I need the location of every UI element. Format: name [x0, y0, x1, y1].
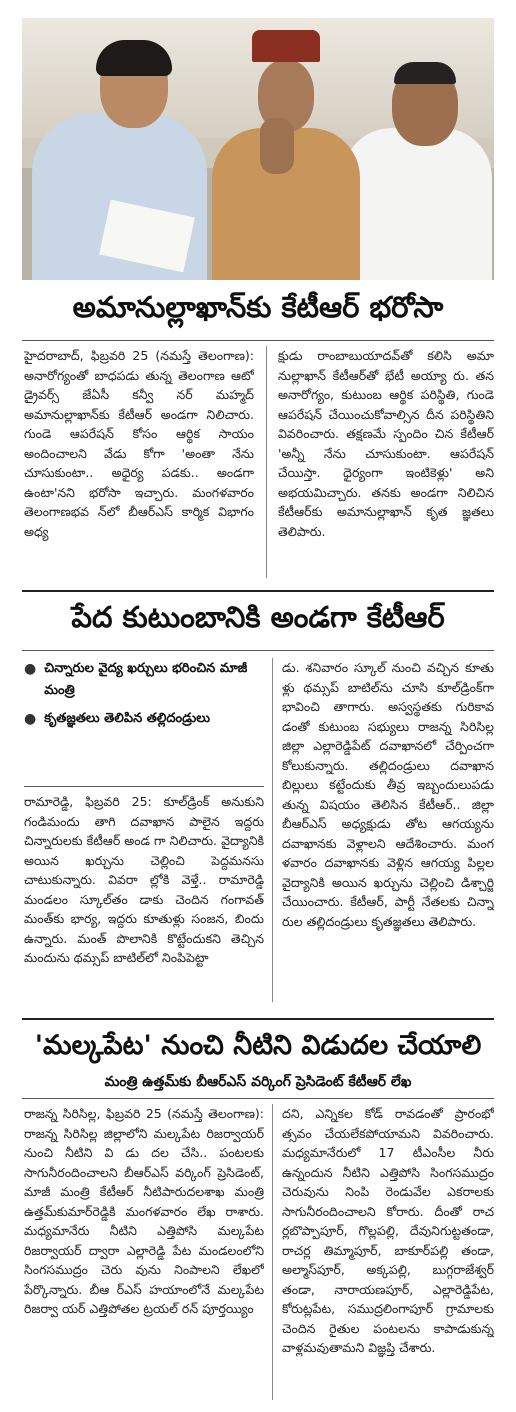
column-separator	[272, 658, 273, 1002]
story3-subhead: మంత్రి ఉత్తమ్‌కు బీఆర్ఎస్ వర్కింగ్ ప్రెసిడెంట్ కేటీఆర్ లేఖ	[104, 1074, 412, 1090]
story3-column-left	[24, 1104, 264, 1402]
highlights-divider	[24, 786, 264, 787]
story3-text-right: దని, ఎన్నికల కోడ్ రావడంతో ప్రారంభో త్సవం చేయలేకపోయామని వివరించారు. మధ్యమానేరులో 17 టీఎంసీల నీరు ఉన్నందున నీటిని ఎత్తిపోసి సింగసముద్రం చెరువును నింపి రెండువేల ఎకరాలకు సాగునీరందించాలని కోరారు. దీంతో రాచ ర్లబొప్పాపూర్, గొల్లపల్లి, దేవునిగుట్టతండా, రాచర్ల తిమ్మాపూర్, బాకూర్‌పల్లి తండా, అల్మాస్‌పూర్, అక్కపల్లి, బుగ్గరాజేశ్వర్ తండా, నారాయణపూర్, ఎల్లారెడ్డిపేట, కోరుట్లపేట, సముద్రలింగాపూర్ గ్రామాలకు చెందిన రైతుల పంటలను కాపాడుకున్న వాళ్లమవుతామని విజ్ఞప్తి చేశారు.	[282, 1106, 494, 1355]
story2-text-right: డు. శనివారం స్కూల్ నుంచి వచ్చిన కూతు ళ్లు థమ్సప్ బాటిల్‌ను చూసి కూల్‌డ్రింక్‌గా భావించి తాగారు. అస్వస్థతకు గురికావ డంతో కుటుంబ సభ్యులు రాజన్న సిరిసిల్ల జిల్లా ఎల్లారెడ్డిపేట్ దవాఖానలో చేర్పించగా కోలుకున్నారు. తల్లిదండ్రులు దవాఖాన బిల్లులు కట్టేందుకు తీవ్ర ఇబ్బందులుపడు తున్న విషయం తెలిసిన కేటీఆర్.. జిల్లా బీఆర్ఎస్ అధ్యక్షుడు తోట ఆగయ్యను దవాఖానకు వెళ్లాలని ఆదేశించారు. మంగ ళవారం దవాఖానకు వెళ్లిన ఆగయ్య పిల్లల వైద్యానికి అయిన ఖర్చును చెల్లించి డిశ్చార్జి చేయించారు. కేటీఆర్, పార్టీ నేతలకు చిన్నా రుల తల్లిదండ్రులు కృతజ్ఞతలు తెలిపారు.	[282, 660, 494, 929]
story1-column-right	[278, 346, 494, 580]
bullet-icon: ●	[24, 711, 37, 727]
story2-column-left	[24, 792, 264, 1002]
story1-text-right: క్షుడు రాంబాబుయాదవ్‌తో కలిసి అమా నుల్లాఖాన్ కేటీఆర్‌తో భేటీ అయ్యా రు. తన అనారోగ్యం, కుటుంబ ఆర్థిక పరిస్థితి, గుండె ఆపరేషన్ చేయించుకోవాల్సిన దీన పరిస్థితిని వివరించారు. తక్షణమే స్పందిం చిన కేటీఆర్ 'అన్నీ నేను చూసుకుంటా. ఆపరేషన్ చేయిస్తా. ధైర్యంగా ఇంటికెళ్లు' అని అభయమిచ్చారు. తనకు అండగా నిలిచిన కేటీఆర్‌కు అమానుల్లాఖాన్ కృత జ్ఞతలు తెలిపారు.	[278, 348, 494, 539]
story2-text-left: రామారెడ్డి, ఫిబ్రవరి 25: కూల్‌డ్రింక్ అనుకుని గండిమందు తాగి దవాఖాన పాలైన ఇద్దరు చిన్నారులకు కేటీఆర్ అండ గా నిలిచారు. వైద్యానికి అయిన ఖర్చును చెల్లించి పెద్దమనసు చాటుకున్నారు. వివరా ల్లోకి వెళ్తే.. రామారెడ్డి మండలం స్కూల్‌తం డాకు చెందిన గంగావత్ మంత్‌కు భార్య, ఇద్దరు కూతుళ్లు సంజన, బిందు ఉన్నారు. మంత్ పొలానికి కొట్టేందుకని తెచ్చిన మందును థమ్సప్ బాటిల్‌లో నింపిపెట్టా	[24, 794, 264, 965]
story3-headline: 'మల్కపేట' నుంచి నీటిని విడుదల చేయాలి	[34, 1030, 482, 1061]
person-right-body	[342, 128, 492, 280]
story2-column-right	[282, 658, 494, 1002]
bullet-icon: ●	[24, 661, 37, 677]
story2-divider	[22, 650, 494, 651]
story3-text-left: రాజన్న సిరిసిల్ల, ఫిబ్రవరి 25 (నమస్తే తెలంగాణ): రాజన్న సిరిసిల్ల జిల్లాలోని మల్కపేట రిజర్వాయర్ నుంచి నీటిని వి డు దల చేసి.. పంటలకు సాగునీరందించాలని బీఆర్ఎస్ వర్కింగ్ ప్రెసిడెంట్, మాజీ మంత్రి కేటీఆర్ నీటిపారుదలశాఖ మంత్రి ఉత్తమ్‌కుమార్‌రెడ్డికి మంగళవారం లేఖ రాశారు. మధ్యమానేరు నీటిని ఎత్తిపోసి మల్కపేట రిజర్వాయర్ ద్వారా ఎల్లారెడ్డి పేట మండలంలోని సింగసముద్రం చెరు వును నింపాలని లేఖలో పేర్కొన్నారు. బీఆ ర్ఎస్ హయాంలోనే మల్కపేట రిజర్వా యర్ ఎత్తిపోతల ట్రయల్ రన్ పూర్తయ్యిం	[24, 1106, 264, 1316]
folded-hands	[260, 118, 294, 174]
story1-text-left: హైదరాబాద్, ఫిబ్రవరి 25 (నమస్తే తెలంగాణ): అనారోగ్యంతో బాధపడు తున్న తెలంగాణ ఆటో డ్రైవర్స్ జేఏసీ కన్వీ నర్ మహ్మద్ అమానుల్లాఖాన్‌కు కేటీఆర్ అండగా నిలిచారు. గుండె ఆపరేషన్ కోసం ఆర్థిక సాయం అందించాలని వేడు కోగా 'అంతా నేను చూసుకుంటా.. అధైర్య పడకు.. అండగా ఉంటా'నని భరోసా ఇచ్చారు. మంగళవారం తెలంగాణభవ న్‌లో బీఆర్ఎస్ కార్మిక విభాగం అధ్య	[24, 348, 254, 539]
highlight-item	[24, 658, 264, 702]
story3-column-right	[282, 1104, 494, 1402]
story1-divider	[22, 340, 494, 341]
highlight-item	[24, 708, 264, 730]
highlight-text: చిన్నారుల వైద్య ఖర్చులు భరించిన మాజీ మంత్రి	[44, 661, 248, 698]
section-rule	[22, 1018, 494, 1020]
story1-column-left	[24, 346, 254, 580]
news-photo	[22, 18, 494, 280]
section-rule	[22, 590, 494, 592]
story3-divider	[22, 1098, 494, 1099]
person-center-cap	[252, 30, 320, 62]
column-separator	[272, 1104, 273, 1400]
person-left-hair	[96, 40, 172, 76]
column-separator	[266, 346, 267, 578]
story2-highlights	[24, 658, 264, 730]
person-right-hair	[394, 62, 456, 84]
highlight-text: కృతజ్ఞతలు తెలిపిన తల్లిదండ్రులు	[44, 711, 210, 726]
story2-headline: పేద కుటుంబానికి అండగా కేటీఆర్	[71, 600, 445, 634]
story1-headline: అమానుల్లాఖాన్‌కు కేటీఆర్ భరోసా	[72, 290, 444, 324]
